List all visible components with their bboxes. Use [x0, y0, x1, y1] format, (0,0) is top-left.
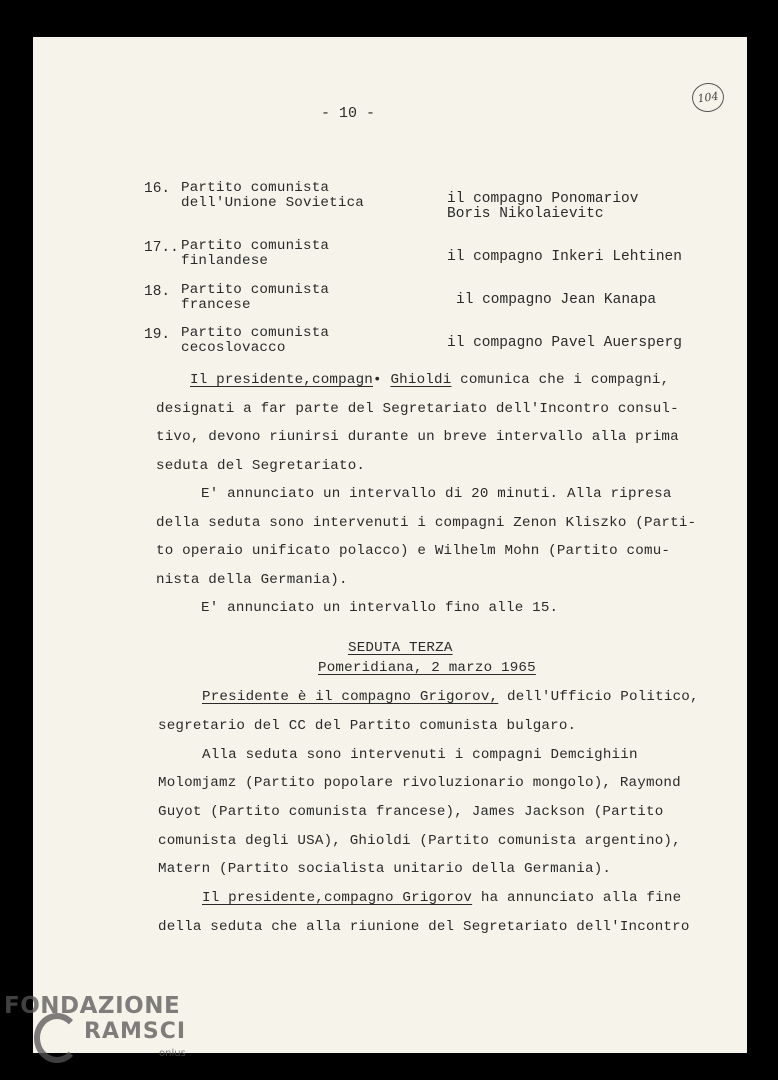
delegate-name: il compagno Inkeri Lehtinen — [447, 249, 682, 265]
section-title: SEDUTA TERZA — [348, 640, 453, 656]
paragraph-line: to operaio unificato polacco) e Wilhelm Mohn (Partito comu- — [156, 543, 671, 559]
paragraph-line: Il presidente,compagn• Ghioldi comunica che i compagni, — [190, 372, 670, 388]
delegate-name: il compagno Jean Kanapa — [456, 292, 657, 308]
page-number: - 10 - — [321, 105, 376, 122]
paragraph-line: Matern (Partito socialista unitario della Germania). — [158, 861, 612, 877]
party-name: finlandese — [181, 253, 269, 269]
section-date: Pomeridiana, 2 marzo 1965 — [318, 660, 536, 676]
paragraph-line: Il presidente,compagno Grigorov ha annunciato alla fine — [202, 890, 682, 906]
item-number: 16. — [144, 181, 171, 197]
paragraph-line: designati a far parte del Segretariato dell'Incontro consul- — [156, 401, 679, 417]
paragraph-line: segretario del CC del Partito comunista bulgaro. — [158, 718, 577, 734]
party-name: cecoslovacco — [181, 340, 286, 356]
item-number: 17.. — [144, 240, 179, 256]
paragraph-line: E' annunciato un intervallo fino alle 15. — [201, 600, 559, 616]
item-number: 19. — [144, 327, 171, 343]
paragraph-line: Molomjamz (Partito popolare rivoluzionario mongolo), Raymond — [158, 775, 681, 791]
party-name: dell'Unione Sovietica — [181, 195, 364, 211]
item-number: 18. — [144, 284, 171, 300]
paragraph-line: E' annunciato un intervallo di 20 minuti. Alla ripresa — [201, 486, 672, 502]
paragraph-line: Guyot (Partito comunista francese), James Jackson (Partito — [158, 804, 664, 820]
delegate-name: Boris Nikolaievitc — [447, 206, 604, 222]
party-name: francese — [181, 297, 251, 313]
paragraph-line: seduta del Segretariato. — [156, 458, 366, 474]
paragraph-line: comunista degli USA), Ghioldi (Partito comunista argentino), — [158, 833, 681, 849]
paragraph-line: della seduta sono intervenuti i compagni Zenon Kliszko (Parti- — [156, 515, 697, 531]
paragraph-line: nista della Germania). — [156, 572, 348, 588]
paragraph-line: Alla seduta sono intervenuti i compagni Demcighiin — [202, 747, 638, 763]
g-logo-icon — [34, 1013, 80, 1063]
party-name: Partito comunista — [181, 180, 330, 196]
party-name: Partito comunista — [181, 282, 330, 298]
archive-stamp: 104 — [690, 81, 726, 114]
paragraph-line: Presidente è il compagno Grigorov, dell'Ufficio Politico, — [202, 689, 699, 705]
paragraph-line: della seduta che alla riunione del Segretariato dell'Incontro — [158, 919, 690, 935]
delegate-name: il compagno Ponomariov — [447, 191, 639, 207]
delegate-name: il compagno Pavel Auersperg — [447, 335, 682, 351]
paragraph-line: tivo, devono riunirsi durante un breve intervallo alla prima — [156, 429, 679, 445]
party-name: Partito comunista — [181, 325, 330, 341]
party-name: Partito comunista — [181, 238, 330, 254]
